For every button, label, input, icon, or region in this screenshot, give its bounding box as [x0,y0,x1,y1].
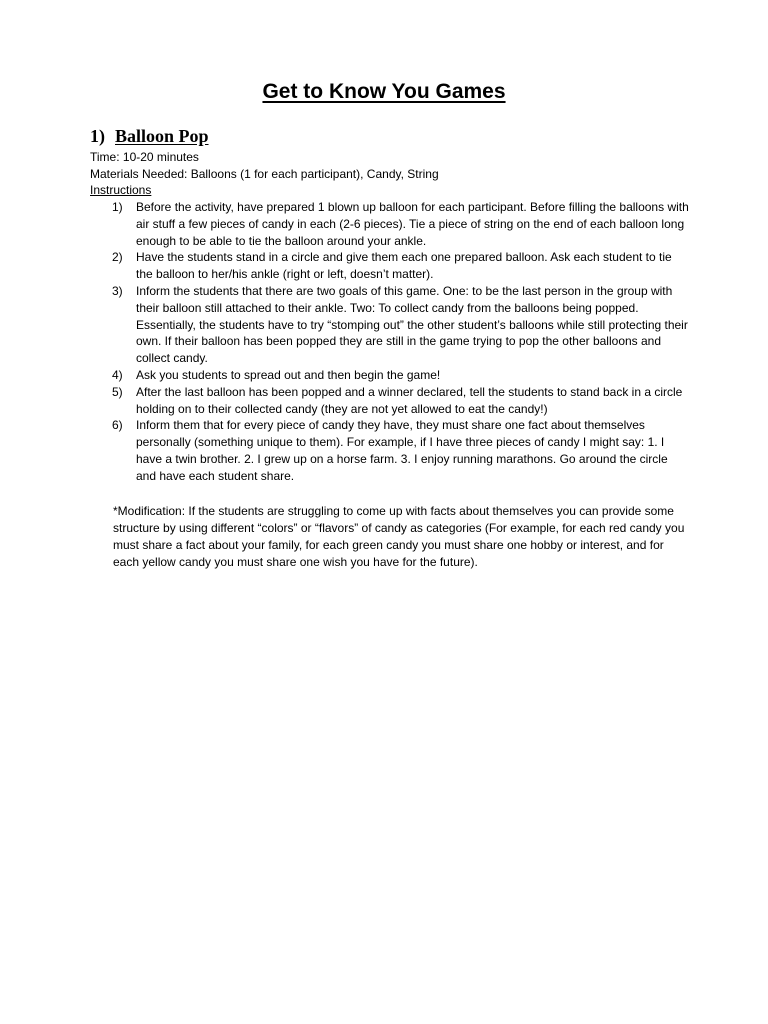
instruction-step [90,384,690,418]
instructions-label: Instructions [90,183,152,197]
step-number: 6) [112,418,123,433]
modification-note: *Modification: If the students are struggling to come up with facts about themselves you can provide some structure by using different “colors” or “flavors” of candy as categories (For example, for each red candy you must share a fact about your family, for each green candy you must share one hobby or interest, and for each yellow candy you must share one wish you have for the future). [113,504,685,569]
step-number: 5) [112,384,123,399]
document-title: Get to Know You Games [262,80,506,103]
step-text: Inform them that for every piece of candy they have, they must share one fact about themselves personally (something unique to them). For example, if I have three pieces of candy I might say: 1. I have a twin brother. 2. I grew up on a horse farm. 3. I enjoy running marathons. Go around the circle and have each student share. [136,418,668,483]
section-name: Balloon Pop [115,126,209,146]
step-number: 1) [112,200,123,214]
instruction-step [90,417,690,484]
step-number: 3) [112,283,123,298]
instruction-step [90,249,690,283]
step-number: 4) [112,367,123,382]
instruction-step [90,199,690,249]
time-line: Time: 10-20 minutes [90,150,199,164]
step-text: After the last balloon has been popped and a winner declared, tell the students to stand back in a circle holding on to their collected candy (they are not yet allowed to eat the candy!) [136,384,683,416]
step-text: Inform the students that there are two goals of this game. One: to be the last person in the group with their balloon still attached to their ankle. Two: To collect candy from the balloons being popped. Essentially, the students have to try “stomping out” the other student’s balloons while still protecting their own. If their balloon has been popped they are still in the game trying to pop the other balloons and collect candy. [136,283,688,366]
instruction-step [90,283,690,367]
step-number: 2) [112,250,123,265]
section-heading [90,126,209,147]
materials-line: Materials Needed: Balloons (1 for each participant), Candy, String [90,167,439,181]
step-text: Ask you students to spread out and then begin the game! [136,367,441,382]
section-number: 1) [90,126,105,146]
instruction-step [90,367,690,384]
step-text: Have the students stand in a circle and give them each one prepared balloon. Ask each student to tie the balloon to her/his ankle (right or left, doesn’t matter). [136,250,672,282]
step-text: Before the activity, have prepared 1 blown up balloon for each participant. Before filling the balloons with air stuff a few pieces of candy in each (2-6 pieces). Tie a piece of string on the end of each balloon long enough to be able to tie the balloon around your ankle. [136,200,689,248]
instructions-list [90,199,690,485]
